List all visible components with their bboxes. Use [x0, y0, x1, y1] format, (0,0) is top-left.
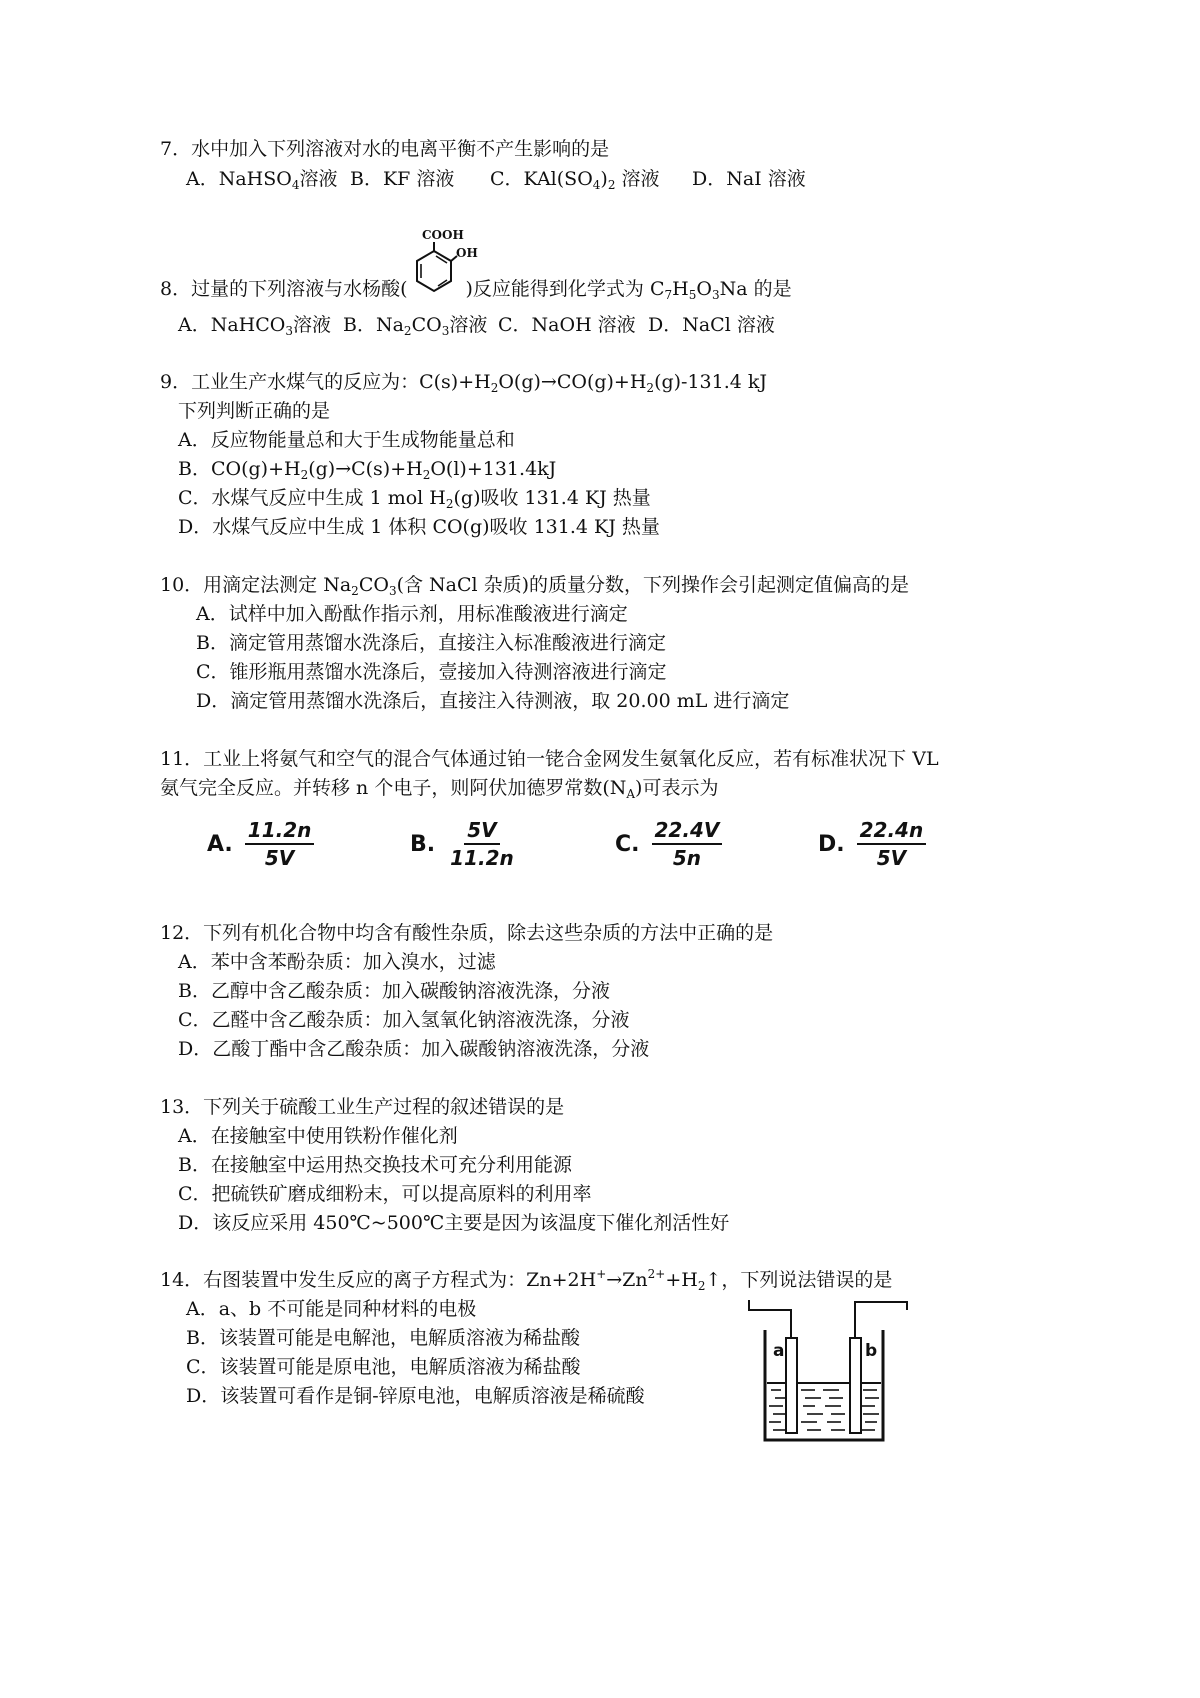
electrode-b: [850, 1338, 861, 1433]
q9-stem: 9．工业生产水煤气的反应为：$C(s)+H_2O(g)\to CO(g)+H_2(g)-131.4$ kJ: [160, 371, 768, 395]
q12-option-d: D．乙酸丁酯中含乙酸杂质：加入碳酸钠溶液洗涤，分液: [178, 1038, 650, 1060]
q14-option-a: A．a、b 不可能是同种材料的电极: [186, 1298, 477, 1320]
q10-stem: 10．用滴定法测定 $Na_2CO_3$(含 NaCl 杂质)的质量分数，下列操作会引起测定值偏高的是: [160, 574, 910, 598]
q13-stem: 13．下列关于硫酸工业生产过程的叙述错误的是: [160, 1096, 565, 1118]
q9-option-d: D．水煤气反应中生成 1 体积 CO(g)吸收 131.4 KJ 热量: [178, 516, 660, 538]
q14-stem: 14．右图装置中发生反应的离子方程式为：$Zn+2H^+\to Zn^{2+}+H_2↑$，下列说法错误的是: [160, 1267, 893, 1293]
q11-option-b: B. $\frac{5V}{11.2n}$: [410, 818, 514, 870]
q13-option-d: D．该反应采用 450℃~500℃主要是因为该温度下催化剂活性好: [178, 1212, 730, 1234]
q8-option-b: B．$Na_2CO_3$溶液: [343, 314, 488, 338]
q8-option-a: A．NaHCO$_3$溶液: [178, 314, 332, 338]
q7-option-a: A．NaHSO$_4$溶液: [186, 168, 338, 192]
q12-option-b: B．乙醇中含乙酸杂质：加入碳酸钠溶液洗涤，分液: [178, 980, 610, 1002]
q7-stem: 7．水中加入下列溶液对水的电离平衡不产生影响的是: [160, 138, 610, 160]
q14-option-b: B．该装置可能是电解池，电解质溶液为稀盐酸: [186, 1327, 580, 1349]
q13-option-b: B．在接触室中运用热交换技术可充分利用能源: [178, 1154, 572, 1176]
q11-option-c: C. $\frac{22.4V}{5n}$: [615, 818, 722, 870]
q13-option-c: C．把硫铁矿磨成细粉末，可以提高原料的利用率: [178, 1183, 592, 1205]
oh-label: OH: [456, 246, 478, 260]
q11-stem-2: 氨气完全反应。并转移 n 个电子，则阿伏加德罗常数$(N_A)$可表示为: [160, 777, 719, 801]
electrode-a-label: a: [773, 1341, 785, 1361]
q7-option-c: C．$KAl(SO_4)_2$ 溶液: [490, 168, 660, 192]
q10-option-b: B．滴定管用蒸馏水洗涤后，直接注入标准酸液进行滴定: [196, 632, 666, 654]
q10-option-d: D．滴定管用蒸馏水洗涤后，直接注入待测液，取 20.00 mL 进行滴定: [196, 690, 790, 712]
q13-option-a: A．在接触室中使用铁粉作催化剂: [178, 1125, 458, 1147]
q9-option-b: B．$CO(g)+H_2(g)\to C(s)+H_2O(l)+131.4kJ$: [178, 458, 557, 482]
q8-option-c: C．NaOH 溶液: [498, 314, 636, 336]
q11-option-d: D. $\frac{22.4n}{5V}$: [818, 818, 926, 870]
q14-option-d: D．该装置可看作是铜-锌原电池，电解质溶液是稀硫酸: [186, 1385, 645, 1407]
q8-option-d: D．NaCl 溶液: [648, 314, 775, 336]
q8-stem: 8．过量的下列溶液与水杨酸( )反应能得到化学式为 $C_7H_5O_3Na$ 的是: [160, 278, 792, 302]
q12-option-c: C．乙醛中含乙酸杂质：加入氢氧化钠溶液洗涤，分液: [178, 1009, 630, 1031]
q10-option-a: A．试样中加入酚酞作指示剂，用标准酸液进行滴定: [196, 603, 628, 625]
electrochemical-cell-diagram: [745, 1290, 915, 1450]
q9-option-a: A．反应物能量总和大于生成物能量总和: [178, 429, 515, 451]
q9-stem-2: 下列判断正确的是: [178, 400, 331, 422]
q11-stem: 11．工业上将氨气和空气的混合气体通过铂一铑合金网发生氨氧化反应，若有标准状况下 VL: [160, 748, 939, 770]
q11-option-a: A. $\frac{11.2n}{5V}$: [207, 818, 314, 870]
q9-option-c: C．水煤气反应中生成 1 mol $H_2(g)$吸收 131.4 KJ 热量: [178, 487, 651, 511]
q7-option-d: D．NaI 溶液: [692, 168, 806, 190]
electrode-b-label: b: [865, 1341, 878, 1361]
q12-option-a: A．苯中含苯酚杂质：加入溴水，过滤: [178, 951, 496, 973]
q7-option-b: B．KF 溶液: [350, 168, 455, 190]
electrode-a: [786, 1338, 797, 1433]
q12-stem: 12．下列有机化合物中均含有酸性杂质，除去这些杂质的方法中正确的是: [160, 922, 774, 944]
q14-option-c: C．该装置可能是原电池，电解质溶液为稀盐酸: [186, 1356, 581, 1378]
cooh-label: COOH: [422, 228, 464, 242]
q10-option-c: C．锥形瓶用蒸馏水洗涤后，壹接加入待测溶液进行滴定: [196, 661, 667, 683]
